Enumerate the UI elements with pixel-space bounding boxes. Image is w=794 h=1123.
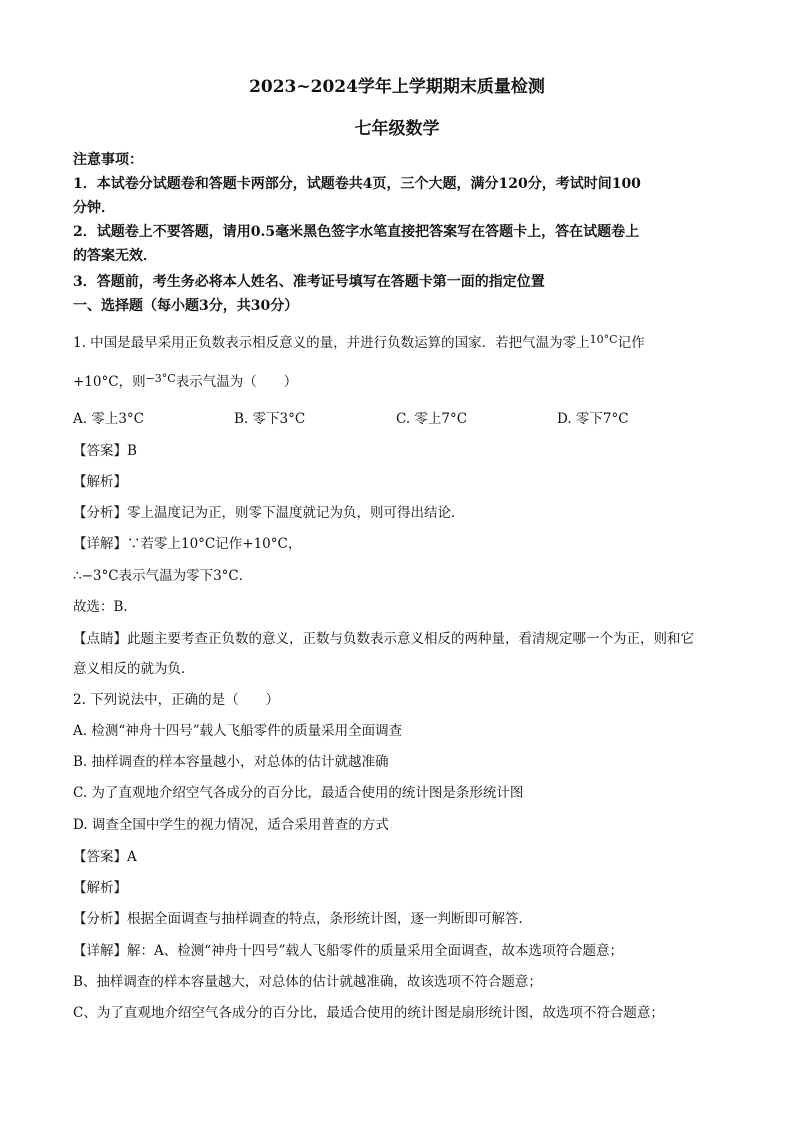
q2-xiangjie: 【详解】解：A、检测“神舟十四号”载人飞船零件的质量采用全面调查，故本选项符合题意； [73, 943, 624, 959]
notice-item-2-cont: 的答案无效． [73, 248, 157, 264]
q1-stem-end2: 表示气温为（ ） [175, 374, 298, 390]
notice-item-2: 2．试题卷上不要答题，请用0.5毫米黑色签字水笔直接把答案写在答题卡上，答在试题卷上 [73, 224, 640, 240]
q2-explain-b: B、抽样调查的样本容量越大，对总体的估计就越准确，故该选项不符合题意； [73, 974, 542, 990]
q1-dianjing-cont: 意义相反的就为负． [73, 661, 195, 677]
q2-option-a: A. 检测“神舟十四号”载人飞船零件的质量采用全面调查 [73, 723, 403, 739]
q1-option-a: A. 零上3°C [73, 411, 145, 427]
q2-option-b: B. 抽样调查的样本容量越小，对总体的估计就越准确 [73, 754, 389, 770]
q2-option-d: D. 调查全国中学生的视力情况，适合采用普查的方式 [73, 817, 389, 833]
q1-stem-line1 [73, 331, 754, 351]
q1-math-10c: 10°C [589, 333, 618, 346]
q2-analysis-label: 【解析】 [73, 880, 127, 896]
q1-therefore: ∴−3°C表示气温为零下3°C． [73, 568, 253, 584]
notice-item-1: 1．本试卷分试题卷和答题卡两部分，试题卷共4页，三个大题，满分120分，考试时间100 [73, 176, 641, 192]
q1-analysis-label: 【解析】 [73, 474, 127, 490]
q1-stem-line2 [73, 370, 754, 390]
q1-stem-mid: ，则 [118, 374, 146, 390]
q1-xiangjie: 【详解】∵若零上10°C记作+10°C， [73, 536, 302, 552]
q2-option-c: C. 为了直观地介绍空气各成分的百分比，最适合使用的统计图是条形统计图 [73, 785, 524, 801]
q2-fenxi: 【分析】根据全面调查与抽样调查的特点，条形统计图，逐一判断即可解答． [73, 911, 532, 927]
q1-answer: 【答案】B [73, 443, 137, 459]
q2-stem: 2. 下列说法中，正确的是（ ） [73, 692, 280, 708]
q1-math-minus3c: −3°C [145, 372, 176, 385]
q1-option-b: B. 零下3°C [234, 411, 306, 427]
exam-subtitle: 七年级数学 [354, 119, 440, 139]
q1-option-c: C. 零上7°C [396, 411, 468, 427]
q1-choose: 故选：B． [73, 599, 137, 615]
q1-fenxi: 【分析】零上温度记为正，则零下温度就记为负，则可得出结论． [73, 505, 465, 521]
q2-answer: 【答案】A [73, 849, 137, 865]
exam-title: 2023~2024学年上学期期末质量检测 [249, 77, 545, 97]
notice-heading: 注意事项： [73, 152, 143, 168]
q1-stem-end: 记作 [617, 335, 645, 351]
q1-option-d: D. 零下7°C [557, 411, 629, 427]
q1-stem-text: 1. 中国是最早采用正负数表示相反意义的量，并进行负数运算的国家．若把气温为零上 [73, 335, 590, 351]
notice-item-1-cont: 分钟． [73, 200, 115, 216]
q1-math-plus10c: +10°C [73, 374, 119, 390]
section-heading-choice: 一、选择题（每小题3分，共30分） [73, 298, 299, 314]
q2-explain-c: C、为了直观地介绍空气各成分的百分比，最适合使用的统计图是扇形统计图，故选项不符合题意； [73, 1005, 664, 1021]
q1-dianjing: 【点睛】此题主要考查正负数的意义，正数与负数表示意义相反的两种量，看清规定哪一个为正，则和它 [73, 631, 694, 647]
notice-item-3: 3．答题前，考生务必将本人姓名、准考证号填写在答题卡第一面的指定位置 [73, 274, 545, 290]
